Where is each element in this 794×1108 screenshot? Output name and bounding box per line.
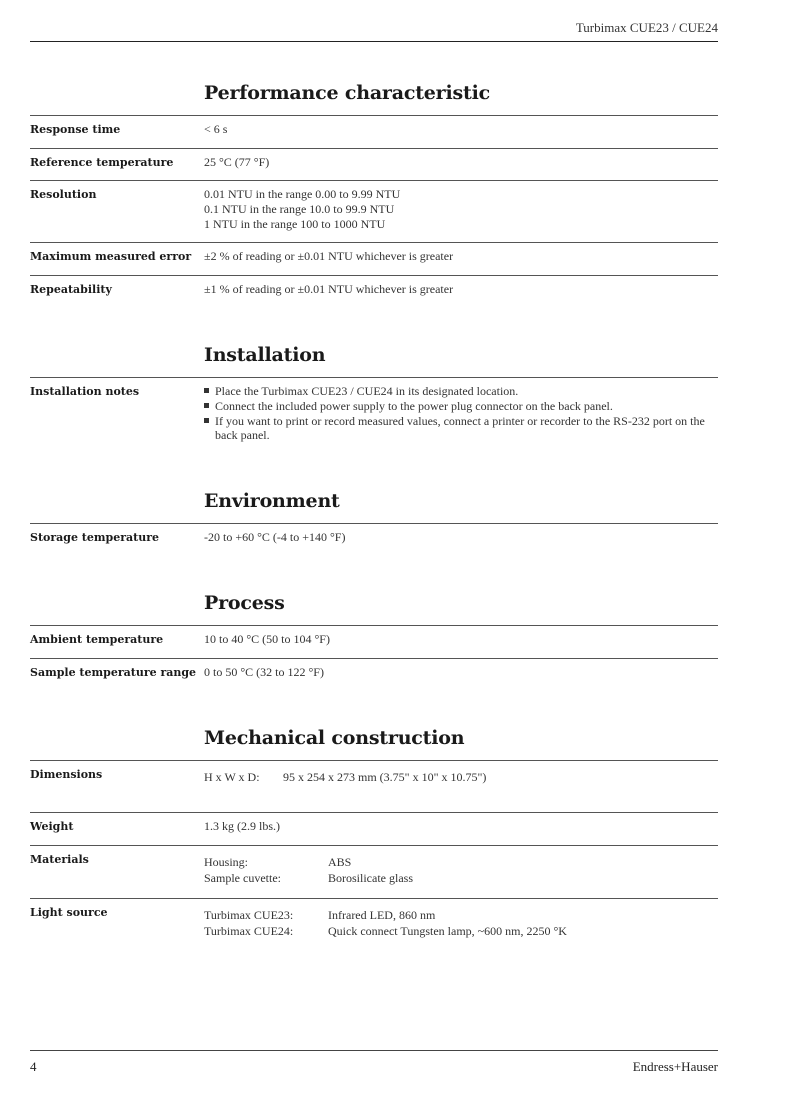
brand-name: Endress+Hauser (632, 1059, 718, 1074)
value-dimensions (204, 770, 718, 785)
value-repeatability: ±1 % of reading or ±0.01 NTU whichever is greater (204, 282, 454, 296)
divider (30, 658, 718, 659)
materials-value: ABS (328, 855, 352, 869)
divider (30, 148, 718, 149)
label-repeatability: Repeatability (30, 283, 112, 296)
materials-key: Housing: (204, 855, 249, 869)
light-source-key: Turbimax CUE24: (204, 923, 294, 938)
value-storage-temperature: -20 to +60 °C (-4 to +140 °F) (204, 530, 346, 544)
light-source-row (204, 908, 718, 923)
dimensions-value: 95 x 254 x 273 mm (3.75" x 10" x 10.75") (283, 770, 487, 784)
value-response-time: < 6 s (204, 122, 228, 136)
divider (30, 760, 718, 761)
list-item: Connect the included power supply to the power plug connector on the back panel. (204, 399, 718, 414)
value-resolution (204, 187, 718, 231)
label-response-time: Response time (30, 123, 121, 136)
divider (30, 898, 718, 899)
section-title-process: Process (204, 592, 285, 614)
divider (30, 242, 718, 243)
label-materials: Materials (30, 853, 89, 866)
label-storage-temperature: Storage temperature (30, 531, 160, 544)
divider (30, 523, 718, 524)
materials-key: Sample cuvette: (204, 870, 281, 885)
light-source-value: Infrared LED, 860 nm (328, 908, 436, 922)
materials-value: Borosilicate glass (328, 870, 413, 885)
divider (30, 180, 718, 181)
light-source-value: Quick connect Tungsten lamp, ~600 nm, 2250 °K (328, 923, 567, 938)
value-light-source (204, 908, 718, 939)
value-reference-temperature: 25 °C (77 °F) (204, 155, 270, 169)
label-reference-temperature: Reference temperature (30, 156, 174, 169)
document-title: Turbimax CUE23 / CUE24 (575, 20, 718, 35)
label-dimensions: Dimensions (30, 768, 103, 781)
section-title-installation: Installation (204, 344, 326, 366)
list-item: Place the Turbimax CUE23 / CUE24 in its designated location. (204, 384, 718, 399)
header-divider (30, 41, 718, 42)
materials-row (204, 855, 718, 870)
value-weight: 1.3 kg (2.9 lbs.) (204, 819, 280, 833)
materials-row (204, 871, 718, 886)
divider (30, 115, 718, 116)
value-materials (204, 855, 718, 886)
label-sample-temperature-range: Sample temperature range (30, 666, 197, 679)
resolution-line: 1 NTU in the range 100 to 1000 NTU (204, 216, 386, 231)
dimensions-key: H x W x D: (204, 770, 260, 784)
installation-notes-list (204, 384, 718, 443)
label-installation-notes: Installation notes (30, 385, 140, 398)
divider (30, 275, 718, 276)
divider (30, 812, 718, 813)
resolution-line: 0.1 NTU in the range 10.0 to 99.9 NTU (204, 201, 395, 216)
section-title-mechanical: Mechanical construction (204, 727, 465, 749)
value-max-measured-error: ±2 % of reading or ±0.01 NTU whichever is greater (204, 249, 454, 263)
divider (30, 845, 718, 846)
label-weight: Weight (30, 820, 74, 833)
label-ambient-temperature: Ambient temperature (30, 633, 164, 646)
label-resolution: Resolution (30, 188, 97, 201)
label-max-measured-error: Maximum measured error (30, 250, 192, 263)
light-source-key: Turbimax CUE23: (204, 908, 294, 922)
value-sample-temperature-range: 0 to 50 °C (32 to 122 °F) (204, 665, 324, 679)
footer-divider (30, 1050, 718, 1051)
section-title-environment: Environment (204, 490, 340, 512)
divider (30, 377, 718, 378)
section-title-performance: Performance characteristic (204, 82, 490, 104)
label-light-source: Light source (30, 906, 108, 919)
resolution-line: 0.01 NTU in the range 0.00 to 9.99 NTU (204, 187, 401, 201)
value-ambient-temperature: 10 to 40 °C (50 to 104 °F) (204, 632, 330, 646)
divider (30, 625, 718, 626)
page-number: 4 (30, 1059, 37, 1074)
light-source-row (204, 924, 718, 939)
list-item: If you want to print or record measured values, connect a printer or recorder to the RS-232 port on the back panel. (204, 414, 718, 444)
